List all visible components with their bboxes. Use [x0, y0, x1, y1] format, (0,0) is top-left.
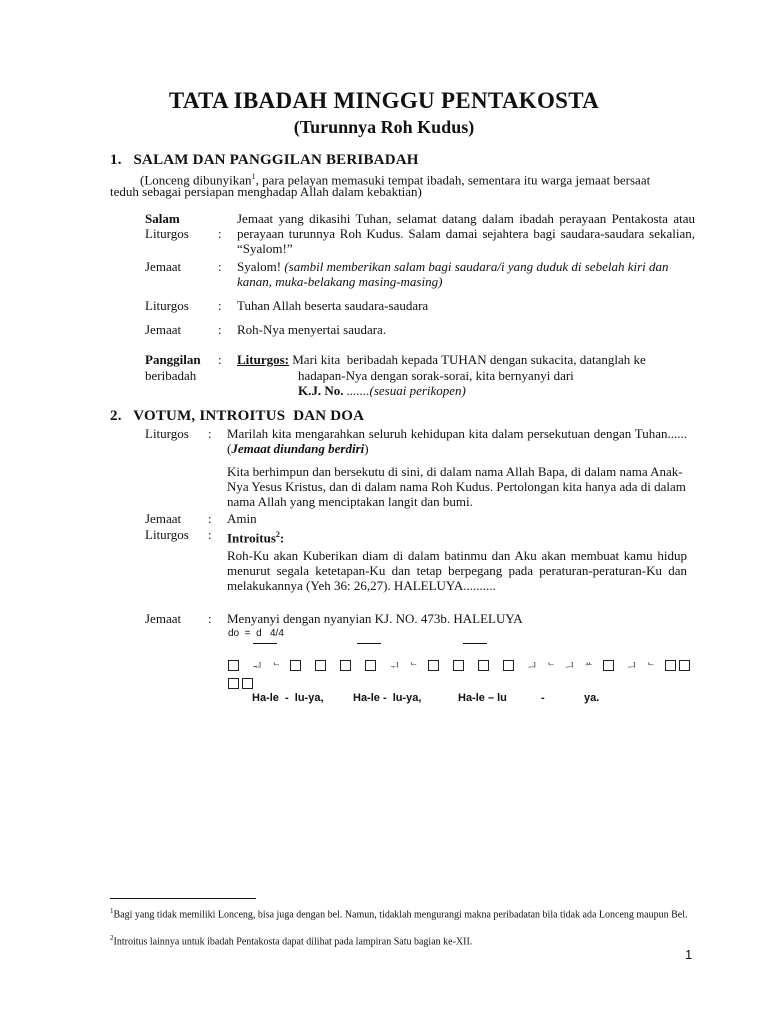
liturgos-label: Liturgos — [145, 298, 189, 313]
colon: : — [218, 298, 222, 313]
footnote-2-marker: 2 — [110, 934, 114, 942]
introitus-label: Introitus — [227, 530, 276, 546]
notation-mark-icon: ᄂ — [271, 662, 281, 672]
liturgos-label: Liturgos — [145, 527, 189, 542]
lyric-3: Ha-le – lu — [458, 692, 507, 704]
notation-mark-icon: ᅴ — [565, 662, 574, 672]
note-glyph-icon — [365, 660, 376, 671]
song-key: do = d 4/4 — [228, 628, 284, 639]
colon: : — [218, 226, 222, 241]
note-glyph-icon — [428, 660, 439, 671]
footnote-1-marker: 1 — [110, 907, 114, 915]
jemaat-amin: Amin — [227, 511, 257, 526]
note-glyph-icon — [453, 660, 464, 671]
votum-text: Kita berhimpun dan bersekutu di sini, di dalam nama Allah Bapa, di dalam nama Anak-Nya Yesus Kristus, dan di dalam nama Roh Kudus. Pertolongan kita hanya ada di dalam nama Allah yang menciptakan langit dan bumi. — [227, 464, 686, 509]
notation-mark-icon: ᅯ — [253, 662, 262, 672]
colon: : — [218, 259, 222, 274]
liturgos-label: Liturgos — [145, 426, 189, 441]
colon: : — [208, 511, 212, 526]
notation-row-2 — [228, 675, 253, 693]
lyric-4: - — [541, 692, 545, 704]
document-title: TATA IBADAH MINGGU PENTAKOSTA — [168, 88, 600, 113]
jemaat-label: Jemaat — [145, 322, 182, 337]
note-glyph-icon — [228, 678, 239, 689]
panggilan-speaker: Liturgos: — [237, 352, 289, 367]
votum-instruction: Jemaat diundang berdiri — [231, 441, 365, 456]
footnote-2 — [110, 932, 690, 948]
notation-beam — [463, 643, 487, 644]
document-subtitle: (Turunnya Roh Kudus) — [293, 117, 475, 137]
kj-line — [298, 383, 466, 398]
votum-instruction-end: ) — [364, 441, 369, 456]
colon: : — [208, 426, 212, 441]
introitus-text: Roh-Ku akan Kuberikan diam di dalam batinmu dan Aku akan membuat kamu hidup menurut segala ketetapan-Ku dan tetap berpegang pada peraturan-peraturan-Ku dan melakukannya (Yeh 36: 26,27). HALELUYA.......... — [227, 548, 687, 593]
jemaat-response-text: Roh-Nya menyertai saudara. — [237, 322, 387, 337]
jemaat-syalom-text: Syalom! — [237, 259, 285, 274]
section-1-heading: 1. SALAM DAN PANGGILAN BERIBADAH — [110, 152, 419, 168]
note-glyph-icon — [503, 660, 514, 671]
footnote-1-text: Bagi yang tidak memiliki Lonceng, bisa juga dengan bel. Namun, tidaklah mengurangi makna peribadatan bila tidak ada Lonceng maupun Bel. — [113, 909, 688, 921]
intro-text-b: , para pelayan memasuki tempat ibadah, sementara itu warga jemaat bersaat — [255, 172, 651, 188]
notation-mark-icon: ᄂ — [409, 662, 418, 672]
page-number: 1 — [685, 947, 693, 962]
notation-mark-icon: ᅱ — [390, 662, 400, 672]
note-glyph-icon — [665, 660, 676, 671]
jemaat-label: Jemaat — [145, 259, 182, 274]
salam-label: Salam — [145, 211, 180, 226]
notation-row-1 — [228, 657, 688, 675]
colon: : — [218, 322, 222, 337]
jemaat-label: Jemaat — [145, 511, 182, 526]
notation-mark-icon: ᄂ — [646, 662, 656, 672]
liturgos-greeting-text: Tuhan Allah beserta saudara-saudara — [237, 298, 429, 313]
salam-liturgos-text: Jemaat yang dikasihi Tuhan, selamat datang dalam ibadah perayaan Pentakosta atau perayaan turunnya Roh Kudus. Salam damai sejahtera bagi saudara-saudara sekalian, “Syalom!” — [237, 211, 695, 256]
jemaat-label: Jemaat — [145, 611, 182, 626]
liturgos-label: Liturgos — [145, 226, 189, 241]
note-glyph-icon — [242, 678, 253, 689]
note-glyph-icon — [315, 660, 326, 671]
section-2-heading: 2. VOTUM, INTROITUS DAN DOA — [110, 408, 365, 424]
votum-invitation-text: Marilah kita mengarahkan seluruh kehidupan kita dalam persekutuan dengan Tuhan...... ( — [227, 426, 687, 456]
intro-text-a: (Lonceng dibunyikan — [140, 172, 252, 188]
footnote-ref-2: 2 — [275, 530, 280, 539]
footnote-1 — [110, 905, 690, 921]
introitus-heading — [227, 527, 284, 545]
kj-label: K.J. No. — [298, 383, 344, 398]
note-glyph-icon — [290, 660, 301, 671]
note-glyph-icon — [478, 660, 489, 671]
notation-mark-icon: ᄊ — [583, 662, 593, 672]
panggilan-text-1: Mari kita beribadah kepada TUHAN dengan sukacita, datanglah ke — [289, 352, 646, 367]
note-glyph-icon — [228, 660, 239, 671]
beribadah-label: beribadah — [145, 368, 197, 383]
colon: : — [218, 352, 222, 367]
notation-mark-icon: ᄂ — [546, 662, 556, 672]
votum-invitation — [227, 426, 687, 456]
lyric-1: Ha-le - lu-ya, — [252, 692, 324, 704]
colon: : — [208, 611, 212, 626]
jemaat-response-syalom — [237, 259, 697, 289]
note-glyph-icon — [603, 660, 614, 671]
introitus-colon: : — [279, 530, 285, 546]
jemaat-syalom-instruction: (sambil memberikan salam bagi saudara/i yang duduk di sebelah kiri dan kanan, muka-belakang masing-masing) — [237, 259, 669, 289]
footnote-ref-1: 1 — [251, 172, 256, 181]
colon: : — [208, 527, 212, 542]
notation-mark-icon: ᅴ — [627, 662, 637, 672]
song-instruction: Menyanyi dengan nyanyian KJ. NO. 473b. HALELUYA — [227, 611, 523, 626]
note-glyph-icon — [340, 660, 351, 671]
panggilan-label: Panggilan — [145, 352, 201, 367]
kj-instruction: .......(sesuai perikopen) — [343, 383, 466, 398]
section-1-intro-line2: teduh sebagai persiapan menghadap Allah dalam kebaktian) — [110, 184, 422, 199]
notation-beam — [253, 643, 277, 644]
panggilan-text-line2: hadapan-Nya dengan sorak-sorai, kita bernyanyi dari — [298, 368, 574, 383]
notation-mark-icon: ᅴ — [527, 662, 537, 672]
lyric-2: Ha-le - lu-ya, — [353, 692, 422, 704]
footnote-separator — [110, 898, 256, 899]
notation-beam — [357, 643, 381, 644]
lyric-5: ya. — [584, 692, 600, 704]
footnote-2-text: Introitus lainnya untuk ibadah Pentakosta dapat dilihat pada lampiran Satu bagian ke-XII. — [113, 936, 473, 948]
panggilan-text-line1 — [237, 352, 697, 367]
note-glyph-icon — [679, 660, 690, 671]
